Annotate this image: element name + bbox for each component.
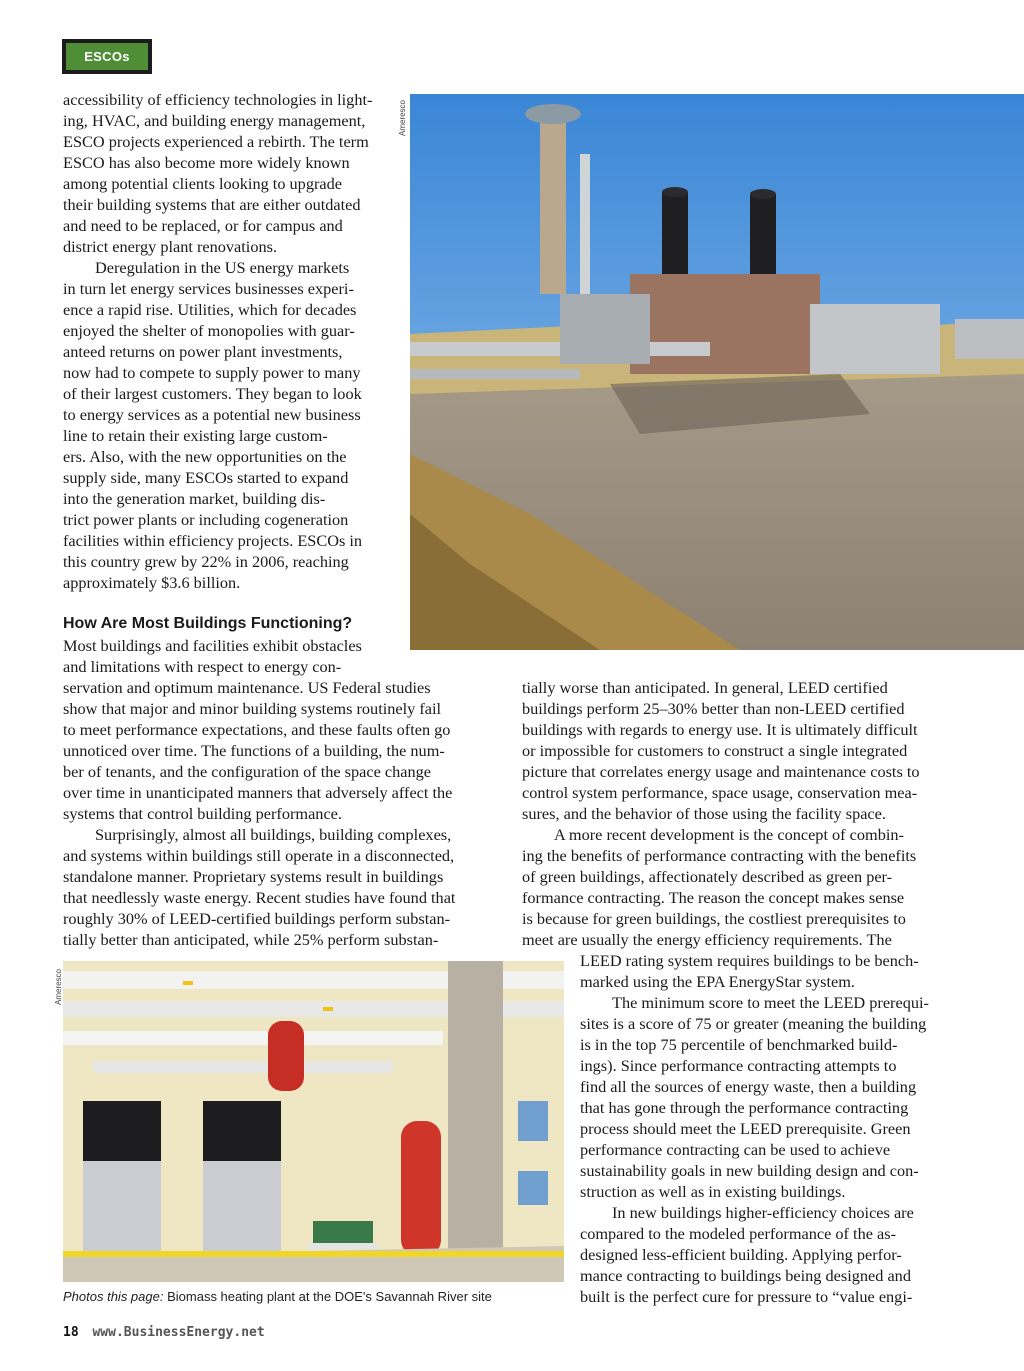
paragraph-4-cont: tially worse than anticipated. In general, LEED certified buildings perform 25–30% better than non-LEED certified buildings with regards to energy use. It is ultimately difficult or impossible for customers to construct a single integrated picture that correlates energy usage and maintenance costs to control system performance, space usage, conservation mea- sures, and the behavior of those using the facility space. — [522, 678, 920, 823]
page-number: 18 — [63, 1325, 79, 1340]
paragraph-5-cont: LEED rating system requires buildings to be bench- marked using the EPA EnergyStar system. — [580, 951, 919, 991]
section-tag-label: ESCOs — [66, 43, 148, 70]
footer-url[interactable]: www.BusinessEnergy.net — [92, 1325, 265, 1340]
section-heading: How Are Most Buildings Functioning? — [63, 615, 353, 632]
paragraph-3-cont: servation and optimum maintenance. US Federal studies show that major and minor building systems routinely fail to meet performance expectations, and these faults often go unnoticed over time. The functions of a building, the num- ber of tenants, and the configuration of the space change over time in unanticipated manners that adversely affect the systems that control building performance. — [63, 678, 453, 823]
photo-credit-bottom: Ameresco — [54, 968, 63, 1005]
photo-caption — [63, 1289, 492, 1304]
column-1 — [63, 89, 393, 593]
paragraph-1: accessibility of efficiency technologies in light- ing, HVAC, and building energy management, ESCO projects experienced a rebirth. The term ESCO has also become more widely known among potential clients looking to upgrade their building systems that are either outdated and need to be replaced, or for campus and district energy plant renovations. — [63, 90, 373, 256]
column-3 — [580, 950, 970, 1307]
paragraph-3-start: Most buildings and facilities exhibit obstacles and limitations with respect to energy con- — [63, 636, 362, 676]
page-footer — [63, 1325, 265, 1340]
plant-exterior-photo — [410, 94, 1024, 650]
paragraph-6: The minimum score to meet the LEED prerequi- sites is a score of 75 or greater (meaning the building is in the top 75 percentile of benchmarked build- ings). Since performance contracting attempts to find all the sources of energy waste, then a building that has gone through the performance contracting process should meet the LEED prerequisite. Green performance contracting can be used to achieve sustainability goals in new building design and con- struction as well as in existing buildings. — [580, 993, 929, 1201]
paragraph-2: Deregulation in the US energy markets in turn let energy services businesses experi- ence a rapid rise. Utilities, which for decades enjoyed the shelter of monopolies with guar- anteed returns on power plant investments, now had to compete to supply power to many of their largest customers. They began to look to energy services as a potential new business line to retain their existing large custom- ers. Also, with the new opportunities on the supply side, many ESCOs started to expand into the generation market, building dis- trict power plants or including cogeneration facilities within efficiency projects. ESCOs in this country grew by 22% in 2006, reaching approximately $3.6 billion. — [63, 258, 363, 592]
caption-label: Photos this page: — [63, 1289, 164, 1304]
paragraph-5: A more recent development is the concept of combin- ing the benefits of performance contracting with the benefits of green buildings, affectionately described as green per- formance contracting. The reason the concept makes sense is because for green buildings, the costliest prerequisites to meet are usually the energy efficiency requirements. The — [522, 825, 917, 949]
caption-text: Biomass heating plant at the DOE's Savannah River site — [167, 1289, 492, 1304]
boiler-room-photo — [63, 961, 564, 1282]
column-1-lower — [63, 677, 503, 950]
section-tag — [62, 39, 152, 74]
paragraph-7: In new buildings higher-efficiency choices are compared to the modeled performance of the as- designed less-efficient building. Applying perfor- mance contracting to buildings being designed and built is the perfect cure for pressure to “value engi- — [580, 1203, 914, 1306]
paragraph-4: Surprisingly, almost all buildings, building complexes, and systems within buildings still operate in a disconnected, standalone manner. Proprietary systems result in buildings that needlessly waste energy. Recent studies have found that roughly 30% of LEED-certified buildings perform substan- tially better than anticipated, while 25% perform substan- — [63, 825, 456, 949]
column-2 — [522, 677, 962, 950]
photo-credit-top: Ameresco — [398, 99, 407, 136]
